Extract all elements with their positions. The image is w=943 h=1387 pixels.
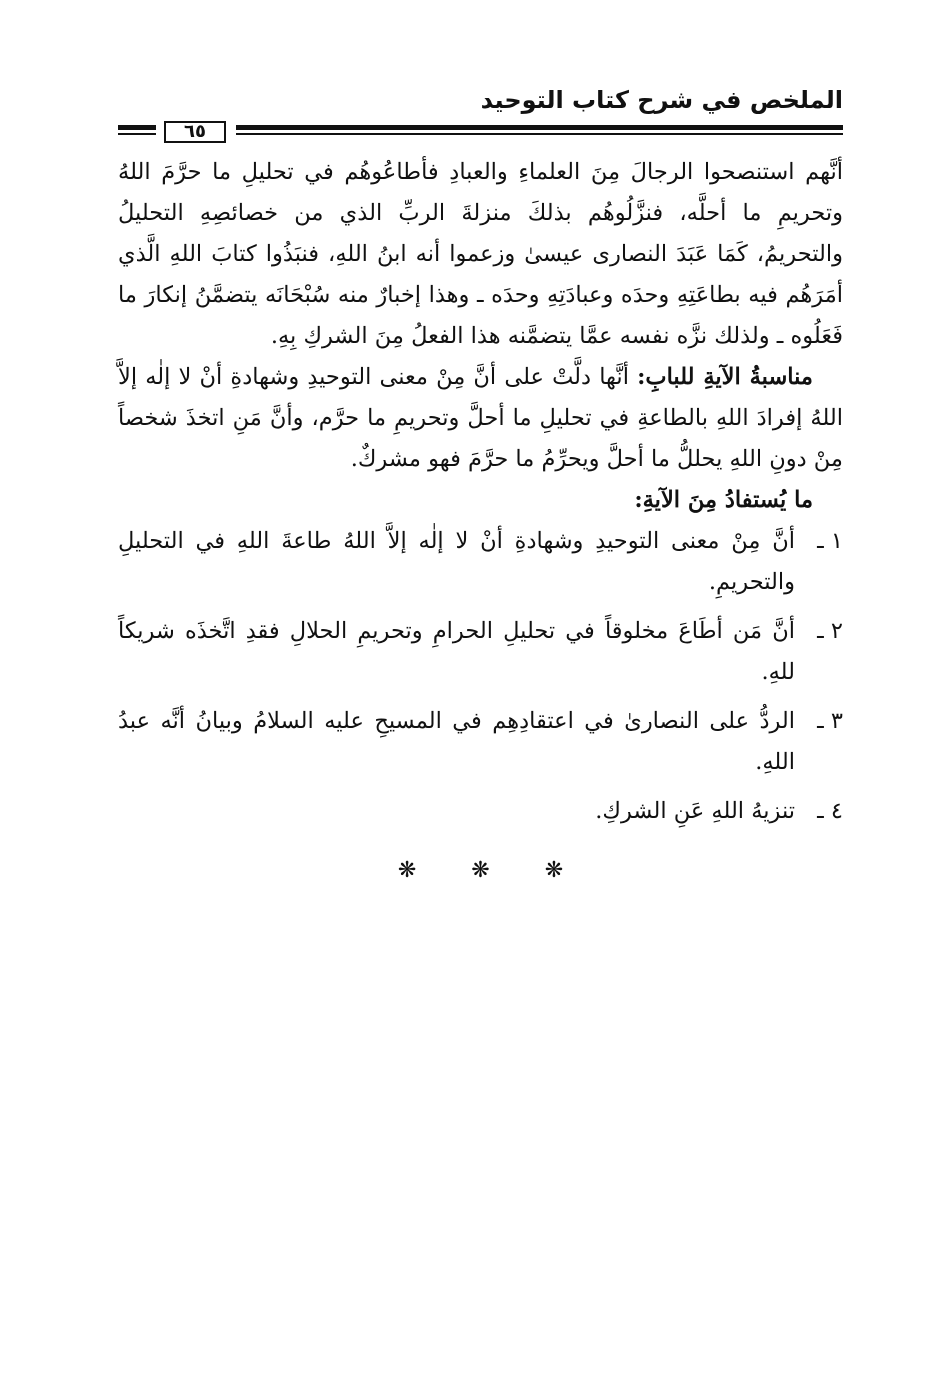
running-header <box>118 80 843 120</box>
paragraph-1: أنَّهم استنصحوا الرجالَ مِنَ العلماءِ والعبادِ فأطاعُوهُم في تحليلِ ما حرَّمَ اللهُ وتحريمِ ما أحلَّه، فنزَّلُوهُم بذلكَ منزلةَ الربِّ الذي من خصائصِهِ التحليلُ والتحريمُ، كَمَا عَبَدَ النصارى عيسىٰ وزعموا أنه ابنُ اللهِ، فنبَذُوا كتابَ اللهِ الَّذي أمَرَهُم فيه بطاعَتِهِ وحدَه وعبادَتِهِ وحدَه ـ وهذا إخبارٌ منه سُبْحَانَه يتضمَّنُ إنكارَ ما فَعَلُوه ـ ولذلك نزَّه نفسه عمَّا يتضمَّنه هذا الفعلُ مِنَ الشركِ بِهِ. <box>118 159 843 349</box>
list-item-number: ٣ ـ <box>817 708 843 734</box>
section-separator: ❋ ❋ ❋ <box>397 858 588 883</box>
rule-thin-left <box>118 133 156 135</box>
rule-thin-right <box>236 133 843 135</box>
list-item <box>118 611 843 693</box>
rule-lines-right <box>236 125 843 135</box>
header-rule <box>118 121 843 143</box>
benefits-list <box>118 521 843 832</box>
list-item-number: ١ ـ <box>817 528 843 554</box>
list-item-number: ٢ ـ <box>817 618 843 644</box>
list-item-text: أنَّ مِنْ معنى التوحيدِ وشهادةِ أنْ لا إلٰه إلاَّ اللهُ طاعةَ اللهِ في التحليلِ والتحريمِ. <box>118 528 795 595</box>
paragraph-2 <box>118 357 843 480</box>
rule-thick-right <box>236 125 843 130</box>
paragraph-2-lead: مناسبةُ الآيةِ للبابِ: <box>637 364 813 390</box>
list-item-number: ٤ ـ <box>817 798 843 824</box>
page-number: ٦٥ <box>164 121 226 143</box>
book-title: الملخص في شرح كتاب التوحيد <box>480 86 843 114</box>
list-item <box>118 791 843 832</box>
rule-thick-left <box>118 125 156 130</box>
list-item-text: الردُّ على النصارىٰ في اعتقادِهِم في المسيحِ عليه السلامُ وبيانُ أنَّه عبدُ اللهِ. <box>118 708 795 775</box>
body-text <box>118 152 843 891</box>
list-item <box>118 521 843 603</box>
benefits-heading: ما يُستفادُ مِنَ الآيةِ: <box>634 487 813 513</box>
list-item-text: أنَّ مَن أطَاعَ مخلوقاً في تحليلِ الحرامِ وتحريمِ الحلالِ فقدِ اتَّخذَه شريكاً للهِ. <box>118 618 795 685</box>
rule-lines-left <box>118 125 156 135</box>
list-item-text: تنزيهُ اللهِ عَنِ الشركِ. <box>595 798 795 824</box>
paragraph-2-text: أنَّها دلَّتْ على أنَّ مِنْ معنى التوحيدِ وشهادةِ أنْ لا إلٰه إلاَّ اللهُ إفرادَ اللهِ بالطاعةِ في تحليلِ ما أحلَّ وتحريمِ ما حرَّم، وأنَّ مَنِ اتخذَ شخصاً مِنْ دونِ اللهِ يحللُّ ما أحلَّ ويحرِّمُ ما حرَّمَ فهو مشركٌ. <box>118 364 843 472</box>
list-item <box>118 701 843 783</box>
